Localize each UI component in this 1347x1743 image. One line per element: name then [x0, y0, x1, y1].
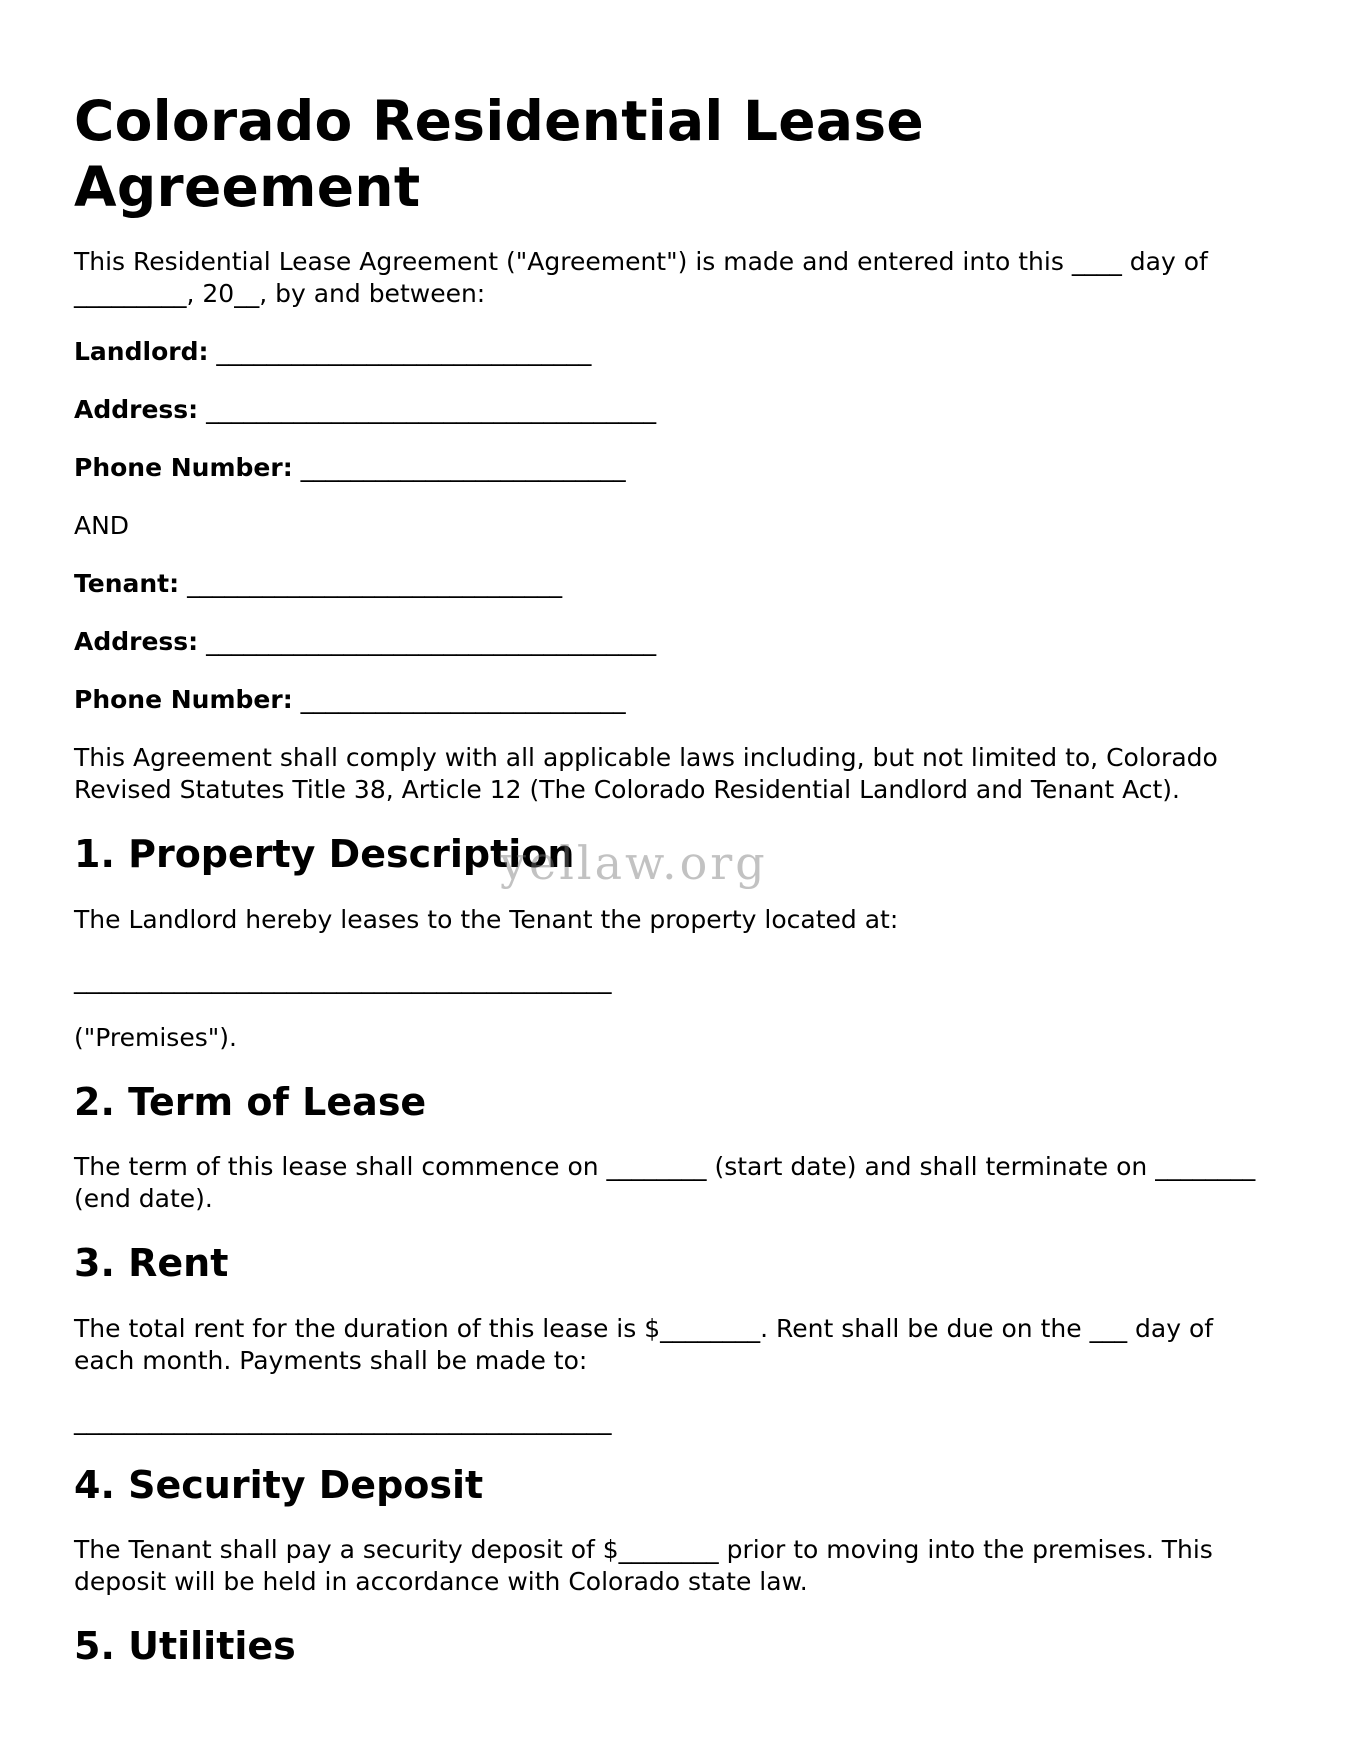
- tenant-address-blank: ____________________________________: [206, 627, 657, 656]
- and-text: AND: [74, 511, 130, 540]
- property-paragraph: The Landlord hereby leases to the Tenant the property located at:: [74, 904, 899, 934]
- landlord-label: Landlord:: [74, 337, 209, 366]
- tenant-label: Tenant:: [74, 569, 180, 598]
- landlord-phone-blank: __________________________: [300, 453, 626, 482]
- landlord-address-blank: ____________________________________: [206, 395, 657, 424]
- section-heading-term: 2. Term of Lease: [74, 1079, 427, 1124]
- term-paragraph: The term of this lease shall commence on ________ (start date) and shall terminate on ________ (end date).: [74, 1152, 1256, 1214]
- tenant-name-blank: ______________________________: [187, 569, 563, 598]
- landlord-address-field: [74, 394, 1274, 426]
- compliance-paragraph: This Agreement shall comply with all applicable laws including, but not limited to, Colorado Revised Statutes Title 38, Article 12 (The Colorado Residential Landlord and Tenant Act).: [74, 743, 1218, 804]
- tenant-address-label: Address:: [74, 627, 199, 656]
- section-heading-property: 1. Property Description: [74, 832, 575, 876]
- tenant-address-field: [74, 626, 1274, 658]
- deposit-paragraph: The Tenant shall pay a security deposit of $________ prior to moving into the premises. This deposit will be held in accordance with Colorado state law.: [74, 1535, 1213, 1597]
- landlord-phone-label: Phone Number:: [74, 453, 293, 482]
- premises-text: ("Premises").: [74, 1022, 237, 1052]
- landlord-name-blank: ______________________________: [216, 337, 592, 366]
- property-address-blank: ___________________________________________: [74, 964, 612, 994]
- tenant-phone-field: [74, 684, 1274, 716]
- section-heading-rent: 3. Rent: [74, 1241, 229, 1286]
- tenant-phone-label: Phone Number:: [74, 685, 293, 714]
- rent-payee-blank: ___________________________________________: [74, 1405, 612, 1435]
- rent-paragraph: The total rent for the duration of this lease is $________. Rent shall be due on the ___ day of each month. Payments shall be made to:: [74, 1313, 1214, 1375]
- landlord-phone-field: [74, 452, 1274, 484]
- tenant-phone-blank: __________________________: [300, 685, 626, 714]
- landlord-name-field: [74, 336, 1274, 368]
- section-heading-deposit: 4. Security Deposit: [74, 1462, 484, 1507]
- landlord-address-label: Address:: [74, 395, 199, 424]
- watermark-text: yellaw.org: [500, 836, 768, 890]
- intro-paragraph: This Residential Lease Agreement ("Agreement") is made and entered into this ____ day of _________, 20__, by and between:: [74, 247, 1208, 308]
- section-heading-utilities: 5. Utilities: [74, 1624, 296, 1669]
- tenant-name-field: [74, 568, 1274, 600]
- document-title: Colorado Residential Lease Agreement: [74, 89, 924, 219]
- document-page: [74, 88, 1274, 1696]
